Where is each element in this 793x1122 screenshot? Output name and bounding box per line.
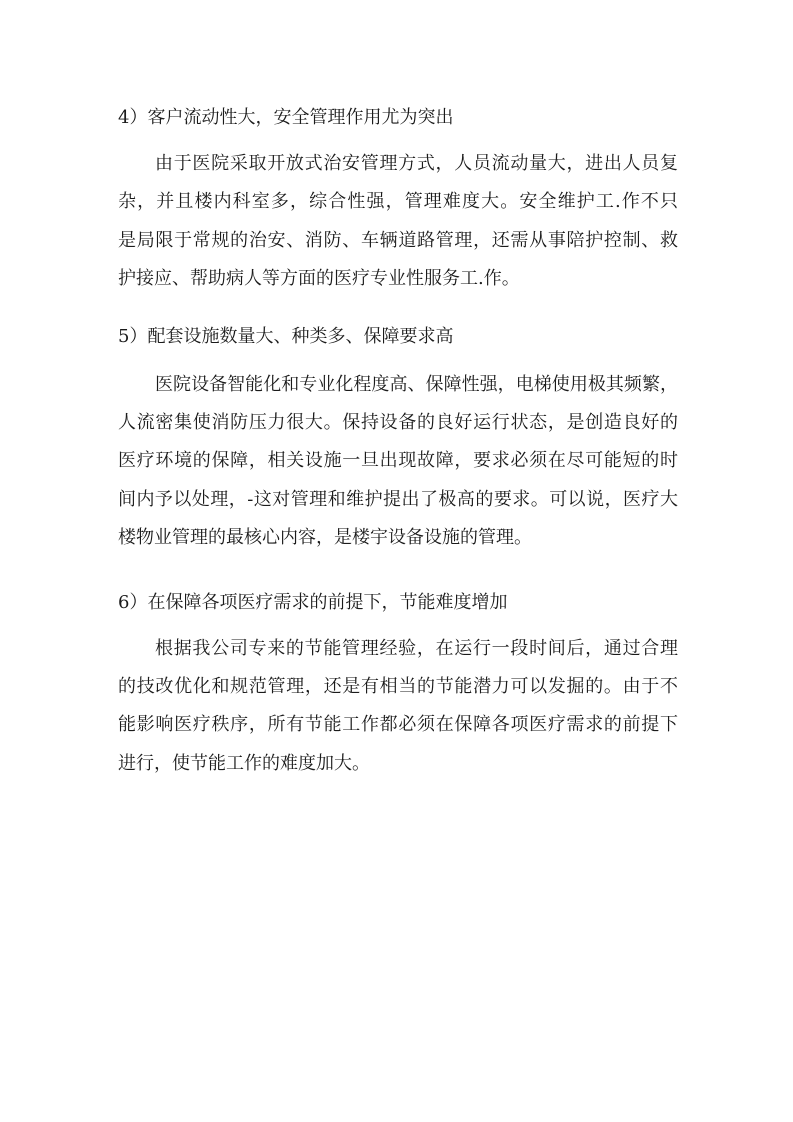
paragraph-line: 能影响医疗秩序，所有节能工作都必须在保障各项医疗需求的前提下 — [118, 714, 678, 736]
document-body — [118, 99, 678, 783]
section-heading-5: 5）配套设施数量大、种类多、保障要求高 — [118, 325, 454, 347]
paragraph-line: 的技改优化和规范管理，还是有相当的节能潜力可以发掘的。由于不 — [118, 675, 678, 697]
paragraph-line: 是局限于常规的治安、消防、车辆道路管理，还需从事陪护控制、救 — [118, 229, 678, 251]
paragraph-line: 根据我公司专来的节能管理经验，在运行一段时间后，通过合理 — [155, 637, 678, 659]
paragraph-line: 间内予以处理，-这对管理和维护提出了极高的要求。可以说，医疗大 — [118, 488, 678, 510]
section-paragraph-4 — [118, 145, 678, 299]
paragraph-line: 楼物业管理的最核心内容，是楼宇设备设施的管理。 — [118, 527, 532, 549]
section-heading-6: 6）在保障各项医疗需求的前提下，节能难度增加 — [118, 591, 508, 613]
paragraph-line: 杂，并且楼内科室多，综合性强，管理难度大。安全维护工.作不只 — [118, 191, 678, 213]
section-paragraph-6 — [118, 630, 678, 784]
paragraph-line: 医院设备智能化和专业化程度高、保障性强，电梯使用极其频繁， — [155, 373, 678, 395]
paragraph-line: 医疗环境的保障，相关设施一旦出现故障，要求必须在尽可能短的时 — [118, 450, 678, 472]
paragraph-line: 人流密集使消防压力很大。保持设备的良好运行状态，是创造良好的 — [118, 411, 678, 433]
paragraph-line: 进行，使节能工作的难度加大。 — [118, 752, 370, 774]
section-heading-4: 4）客户流动性大，安全管理作用尤为突出 — [118, 107, 454, 128]
paragraph-line: 由于医院采取开放式治安管理方式，人员流动量大，进出人员复 — [155, 153, 678, 174]
paragraph-line: 护接应、帮助病人等方面的医疗专业性服务工.作。 — [118, 268, 520, 290]
section-paragraph-5 — [118, 366, 678, 558]
